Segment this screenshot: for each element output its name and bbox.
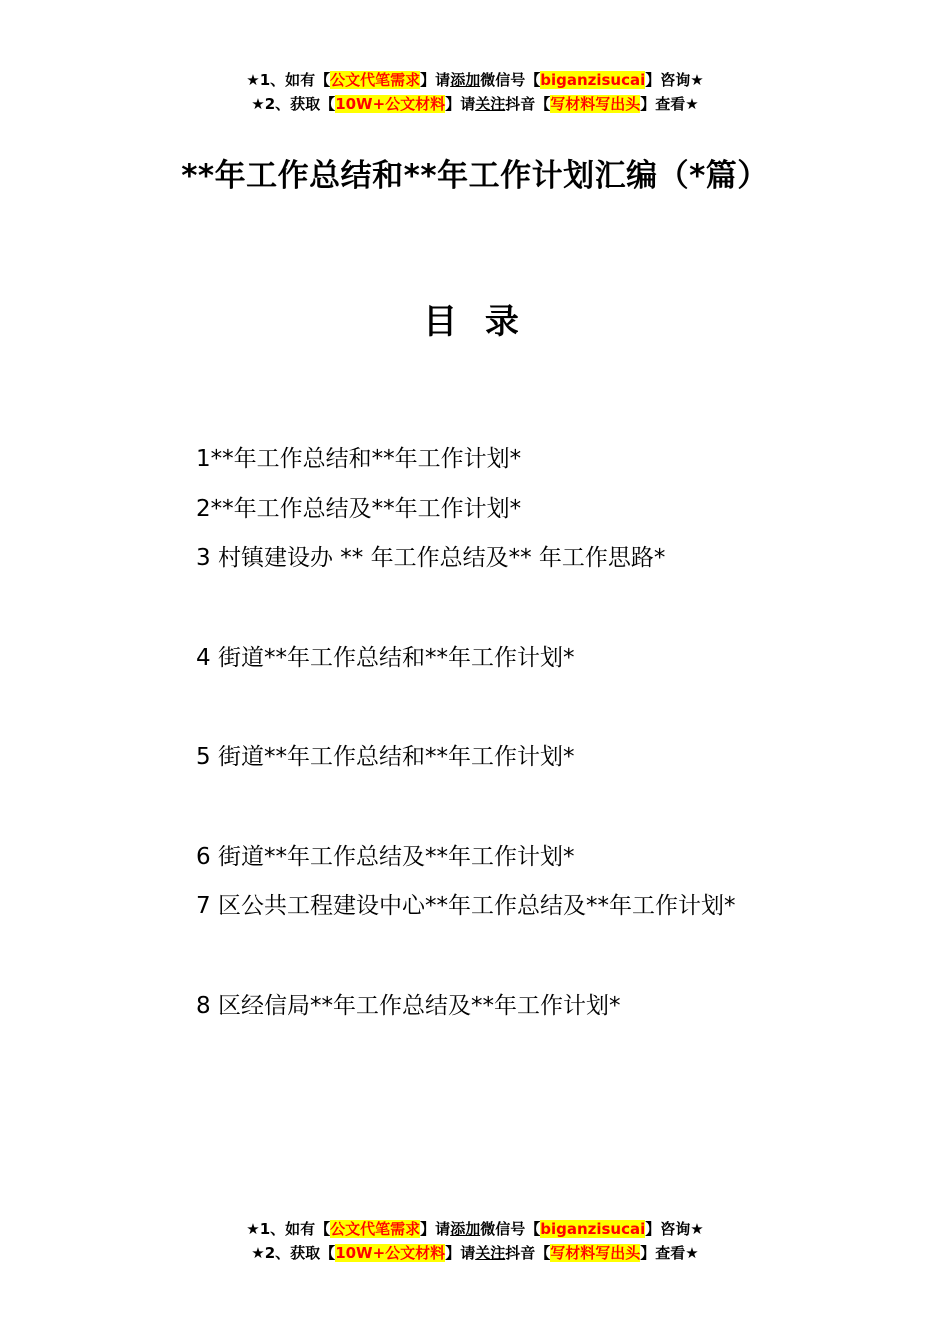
underlined-text: 添加 [450,71,481,89]
highlight-materials: 10W+公文材料 [335,1244,446,1262]
toc-item: 1**年工作总结和**年工作计划* [196,446,522,472]
banner-text: 微信号【 [480,71,541,89]
toc-item: 5 街道**年工作总结和**年工作计划* [196,744,575,770]
banner-text: 】请 [420,1220,451,1238]
highlight-wechat-id: biganzisucai [540,71,646,89]
banner-line-2 [0,1241,950,1265]
underlined-text: 关注 [475,95,506,113]
toc-item: 8 区经信局**年工作总结及**年工作计划* [196,993,621,1019]
highlight-service: 公文代笔需求 [330,1220,421,1238]
highlight-service: 公文代笔需求 [330,71,421,89]
highlight-douyin-account: 写材料写出头 [550,95,641,113]
banner-text: 】查看★ [640,1244,699,1262]
banner-text: 】请 [420,71,451,89]
highlight-materials: 10W+公文材料 [335,95,446,113]
toc-item: 2**年工作总结及**年工作计划* [196,496,522,522]
header-banner [0,68,950,116]
highlight-douyin-account: 写材料写出头 [550,1244,641,1262]
banner-text: 】咨询★ [645,1220,704,1238]
banner-line-2 [0,92,950,116]
highlight-wechat-id: biganzisucai [540,1220,646,1238]
banner-text: 】咨询★ [645,71,704,89]
toc-item: 6 街道**年工作总结及**年工作计划* [196,844,575,870]
banner-text: 】请 [445,95,476,113]
underlined-text: 关注 [475,1244,506,1262]
toc-item: 3 村镇建设办 ** 年工作总结及** 年工作思路* [196,545,666,571]
banner-text: ★2、获取【 [251,95,336,113]
banner-text: 】请 [445,1244,476,1262]
footer-banner [0,1217,950,1265]
banner-text: 】查看★ [640,95,699,113]
toc-heading: 目 录 [423,302,527,342]
banner-text: 抖音【 [505,95,551,113]
toc-item: 7 区公共工程建设中心**年工作总结及**年工作计划* [196,893,736,919]
banner-text: 抖音【 [505,1244,551,1262]
banner-text: ★1、如有【 [246,1220,331,1238]
document-title: **年工作总结和**年工作计划汇编（*篇） [181,158,769,194]
toc-item: 4 街道**年工作总结和**年工作计划* [196,645,575,671]
banner-text: 微信号【 [480,1220,541,1238]
banner-line-1 [0,68,950,92]
banner-text: ★1、如有【 [246,71,331,89]
banner-text: ★2、获取【 [251,1244,336,1262]
banner-line-1 [0,1217,950,1241]
underlined-text: 添加 [450,1220,481,1238]
